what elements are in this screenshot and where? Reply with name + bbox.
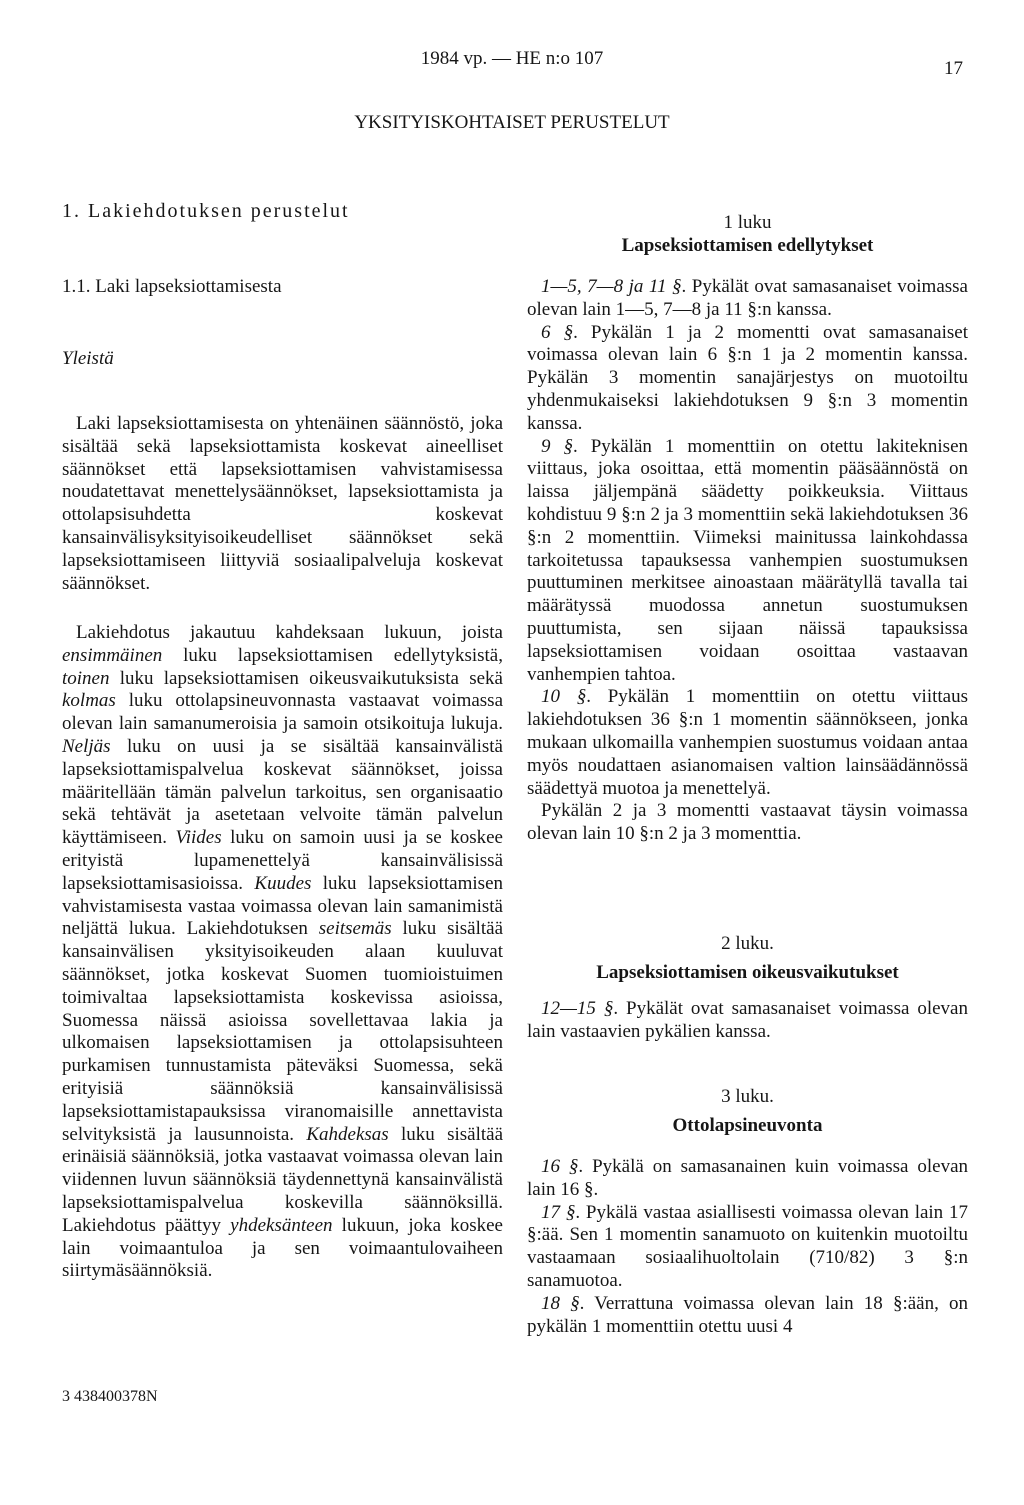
paragraph-s16 <box>527 1156 968 1202</box>
text-run: . Pykälän 1 ja 2 momentti ovat samasanaiset voimassa olevan lain 6 §:n 1 ja 2 momentin kanssa. Pykälän 3 momentin sanajärjestys on muotoiltu yhdenmukaiseksi lakiehdotuksen 9 §:n 3 momentin kanssa. <box>527 321 968 434</box>
left-column <box>62 200 503 223</box>
left-para2-wrap <box>62 622 503 1283</box>
italic-run: 6 § <box>541 321 574 343</box>
italic-run: Viides <box>175 827 222 849</box>
paragraph-s18 <box>527 1293 968 1339</box>
left-subsection <box>62 276 503 299</box>
chapter-2-number: 2 luku. <box>721 933 774 954</box>
text-run: luku sisältää kansainvälisen yksityisoikeuden alaan kuuluvat säännökset, jotka koskevat Suomen tuomioistuimen toimivaltaa lapseksiottamista koskevissa asioissa, Suomessa näissä asioissa sovellettavaa lakia ja ulkomaisen lapseksiottamisen ja ottolapsisuhteen purkamisen tunnustamista päteväksi Suomessa, sekä erityisiä säännöksiä kansainvälisissä lapseksiottamistapauksissa viranomaisille annettavista selvityksistä ja lausunnoista. <box>62 918 504 1145</box>
paragraph-structure <box>62 622 503 1283</box>
italic-run: 16 § <box>541 1156 579 1177</box>
text-run: . Verrattuna voimassa olevan lain 18 §:ään, on pykälän 1 momenttiin otettu uusi 4 <box>527 1292 968 1337</box>
italic-run: 17 § <box>541 1201 576 1223</box>
chapter-3-title: Ottolapsineuvonta <box>672 1114 823 1136</box>
text-run: luku lapseksiottamisen edellytyksistä, <box>162 644 503 666</box>
right-ch3-body <box>527 1156 968 1338</box>
italic-run: Kahdeksas <box>306 1123 389 1145</box>
left-subsub <box>62 348 503 371</box>
italic-run: yhdeksänteen <box>230 1214 333 1236</box>
text-run: . Pykälän 1 momenttiin on otettu viittaus lakiehdotuksen 36 §:n 1 momentin säännökseen, jonka mukaan ulkomailla vanhempien suostumus voidaan antaa myös noudattaen asianomaisen valtion lainsäädännössä säädettyä muotoa ja menettelyä. <box>527 686 969 799</box>
text-run: . Pykälän 1 momenttiin on otettu lakiteknisen viittaus, joka osoittaa, että momentin pääsäännöstä on laissa jäljempänä säädetty poikkeuksia. Viittaus kohdistuu 9 §:n 2 ja 3 momenttiin sekä lakiehdotuksen 36 §:n 2 momenttiin. Viimeksi mainitussa lainkohdassa tarkoitetussa tapauksessa vanhempien suostumuksen puuttuminen merkitsee ainoastaan määrätyllä tavalla tai määrätyssä muodossa annetun suostumuksen puuttumista, sen sijaan näissä tapauksissa lapseksiottamisen voidaan osoittaa vastaavan vanhempien tahtoa. <box>527 435 968 685</box>
italic-run: ensimmäinen <box>62 644 163 666</box>
italic-run: 10 § <box>541 686 587 708</box>
left-para1-wrap <box>62 413 503 595</box>
footer-code: 3 438400378N <box>62 1388 158 1405</box>
page-title: YKSITYISKOHTAISET PERUSTELUT <box>354 112 670 133</box>
text-run: luku lapseksiottamisen oikeusvaikutuksista sekä <box>109 667 503 689</box>
right-ch1-body <box>527 276 968 846</box>
text-run: Lakiehdotus jakautuu kahdeksaan lukuun, joista <box>76 622 503 643</box>
right-column <box>527 212 968 258</box>
paragraph-s17 <box>527 1202 968 1293</box>
right-ch2-body <box>527 998 968 1044</box>
chapter-1-title: Lapseksiottamisen edellytykset <box>621 234 874 256</box>
right-ch3 <box>527 1086 968 1138</box>
subsubheading: Yleistä <box>62 348 114 369</box>
paragraph-s6 <box>527 322 968 436</box>
italic-run: toinen <box>62 667 110 689</box>
italic-run: kolmas <box>62 690 116 712</box>
text-run: luku on samoin uusi ja se koskee erityistä lupamenettelyä kansainvälisissä lapseksiottamisasioissa. <box>62 827 503 894</box>
text-run: lukuun, joka koskee lain voimaantuloa ja sen voimaantulovaiheen siirtymäsäännöksiä. <box>62 1214 503 1282</box>
section-heading: 1. Lakiehdotuksen perustelut <box>62 200 350 222</box>
italic-run: 9 § <box>541 435 573 457</box>
italic-run: 12—15 § <box>541 998 614 1019</box>
italic-run: 1—5, 7—8 ja 11 § <box>541 276 682 297</box>
italic-run: 18 § <box>541 1292 580 1314</box>
chapter-2-title: Lapseksiottamisen oikeusvaikutukset <box>596 961 899 983</box>
paragraph-s10 <box>527 686 968 800</box>
page-number: 17 <box>944 58 963 79</box>
italic-run: Neljäs <box>62 735 111 757</box>
text-run: luku on uusi ja se sisältää kansainvälistä lapseksiottamispalvelua koskevat säännökset, joissa määritellään tämän palvelun tarkoitus, sen organisaatio sekä tehtävät ja asetetaan velvoite tämän palvelun käyttämiseen. <box>62 735 503 849</box>
paragraph-s10-cont: Pykälän 2 ja 3 momentti vastaavat täysin voimassa olevan lain 10 §:n 2 ja 3 momenttia. <box>527 800 968 845</box>
right-ch2 <box>527 933 968 985</box>
paragraph-s12-15 <box>527 998 968 1044</box>
paragraph-s9 <box>527 436 968 687</box>
text-run: luku ottolapsineuvonnasta vastaavat voimassa olevan lain samanumeroisia ja samoin otsikoituja lukuja. <box>62 690 503 735</box>
running-head: 1984 vp. — HE n:o 107 <box>420 48 604 69</box>
text-run: . Pykälät ovat samasanaiset voimassa olevan lain vastaavien pykälien kanssa. <box>527 998 968 1042</box>
subsection-heading: 1.1. Laki lapseksiottamisesta <box>62 276 282 297</box>
text-run: . Pykälä on samasanainen kuin voimassa olevan lain 16 §. <box>527 1156 969 1200</box>
chapter-3-number: 3 luku. <box>721 1086 774 1107</box>
paragraph-general: Laki lapseksiottamisesta on yhtenäinen säännöstö, joka sisältää sekä lapseksiottamista koskevat aineelliset säännökset että lapseksiottamisen vahvistamisessa noudatettavat menettelysäännökset, lapseksiottamista ja ottolapsisuhdetta koskevat kansainvälisyksityisoikeudelliset säännökset sekä lapseksiottamiseen liittyviä sosiaalipalveluja koskevat säännökset. <box>62 413 503 594</box>
text-run: luku lapseksiottamisen vahvistamisesta vastaa voimassa olevan lain samanimistä neljättä lukua. Lakiehdotuksen <box>62 872 503 940</box>
chapter-1-number: 1 luku <box>723 212 772 233</box>
paragraph-s1-5 <box>527 276 968 322</box>
italic-run: seitsemäs <box>318 918 392 940</box>
italic-run: Kuudes <box>254 872 312 894</box>
text-run: . Pykälä vastaa asiallisesti voimassa olevan lain 17 §:ää. Sen 1 momentin sanamuoto on kuitenkin muotoiltu vastaamaan sosiaalihuoltolain (710/82) 3 §:n sanamuotoa. <box>527 1201 969 1291</box>
text-run: luku sisältää erinäisiä säännöksiä, jotka vastaavat voimassa olevan lain viidennen luvun säännöksiä täydennettynä kansainvälistä lapseksiottamispalvelua koskevilla säännöksillä. Lakiehdotus päättyy <box>62 1123 503 1236</box>
text-run: . Pykälät ovat samasanaiset voimassa olevan lain 1—5, 7—8 ja 11 §:n kanssa. <box>527 276 968 320</box>
